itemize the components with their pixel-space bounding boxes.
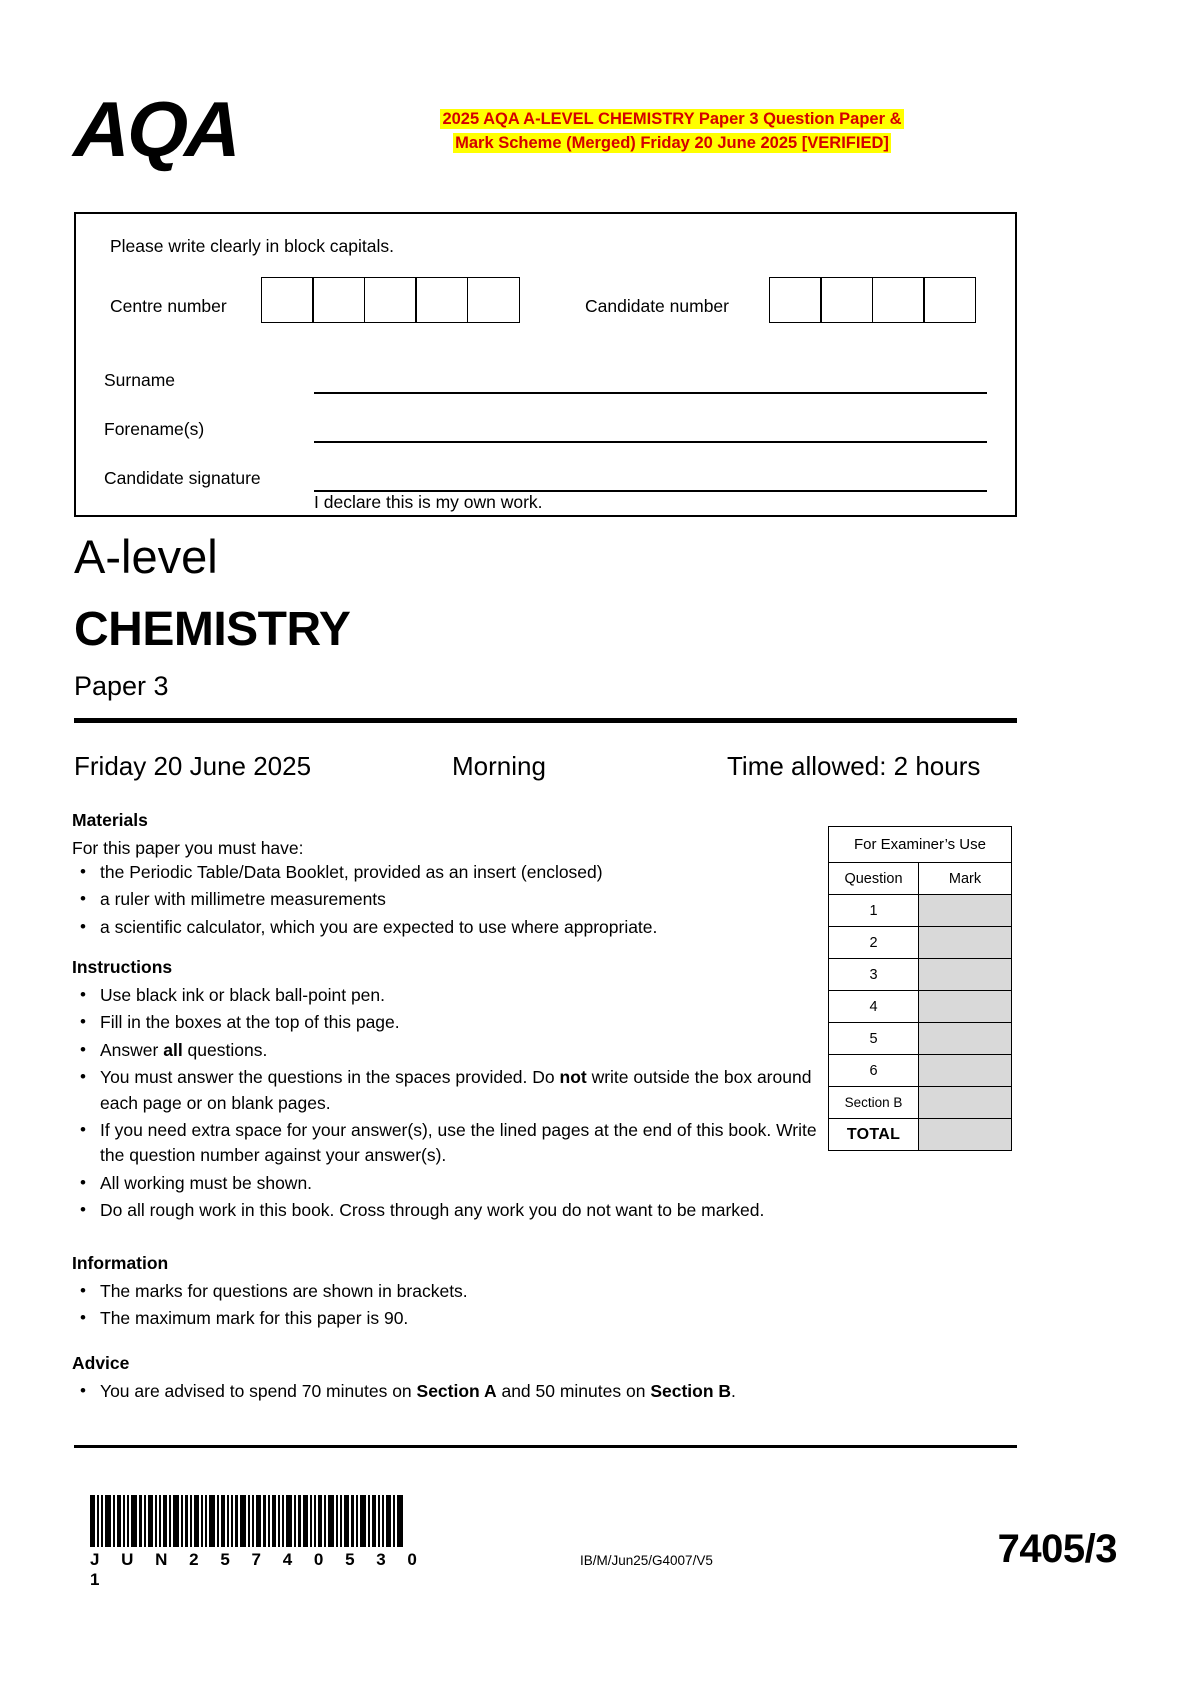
list-item: • Answer all questions. — [100, 1038, 830, 1063]
paper-code: 7405/3 — [997, 1527, 1117, 1571]
instructions-list — [72, 983, 830, 1225]
examiner-col-question: Question — [829, 863, 919, 895]
candidate-number-input[interactable] — [769, 277, 976, 323]
forenames-field[interactable] — [314, 441, 987, 443]
list-item: • The marks for questions are shown in brackets. — [100, 1279, 830, 1304]
list-item: • The maximum mark for this paper is 90. — [100, 1306, 830, 1331]
list-item: • If you need extra space for your answer(s), use the lined pages at the end of this book. Write the question number against your answer(s). — [100, 1118, 830, 1169]
examiner-mark-cell[interactable] — [919, 1087, 1012, 1119]
materials-list — [72, 860, 830, 942]
examiner-row-label: 1 — [829, 895, 919, 927]
examiner-row-label: 2 — [829, 927, 919, 959]
instructions-heading: Instructions — [72, 957, 173, 977]
advice-heading: Advice — [72, 1353, 130, 1373]
centre-number-input[interactable] — [261, 277, 520, 323]
information-list — [72, 1279, 830, 1334]
materials-heading: Materials — [72, 810, 148, 830]
candidate-number-cell[interactable] — [769, 277, 822, 323]
examiner-row-label: 3 — [829, 959, 919, 991]
exam-date: Friday 20 June 2025 — [74, 751, 312, 781]
footer-divider — [74, 1445, 1017, 1448]
examiner-mark-cell[interactable] — [919, 1023, 1012, 1055]
candidate-number-cell[interactable] — [820, 277, 873, 323]
list-item: • All working must be shown. — [100, 1171, 830, 1196]
centre-number-cell[interactable] — [467, 277, 520, 323]
candidate-signature-label: Candidate signature — [104, 468, 261, 488]
materials-intro: For this paper you must have: — [72, 838, 304, 858]
barcode — [90, 1495, 440, 1547]
qualification-level: A-level — [74, 530, 218, 583]
centre-number-cell[interactable] — [312, 277, 365, 323]
examiner-row-label: 6 — [829, 1055, 919, 1087]
banner-line-1: 2025 AQA A-LEVEL CHEMISTRY Paper 3 Question Paper & — [442, 110, 902, 128]
list-item: • a scientific calculator, which you are expected to use where appropriate. — [100, 915, 830, 940]
subject-title: CHEMISTRY — [74, 603, 351, 656]
candidate-number-label: Candidate number — [585, 296, 729, 316]
examiner-mark-cell[interactable] — [919, 991, 1012, 1023]
list-item: • the Periodic Table/Data Booklet, provided as an insert (enclosed) — [100, 860, 830, 885]
centre-number-cell[interactable] — [261, 277, 314, 323]
examiner-total-label: TOTAL — [829, 1119, 919, 1151]
forenames-label: Forename(s) — [104, 419, 205, 439]
examiner-mark-cell[interactable] — [919, 927, 1012, 959]
exam-session: Morning — [452, 751, 546, 781]
exam-time-allowed: Time allowed: 2 hours — [727, 751, 981, 781]
declaration-text: I declare this is my own work. — [314, 492, 543, 512]
examiner-total-mark-cell[interactable] — [919, 1119, 1012, 1151]
centre-number-label: Centre number — [110, 296, 227, 316]
examiner-mark-cell[interactable] — [919, 895, 1012, 927]
paper-number: Paper 3 — [74, 671, 169, 701]
block-capitals-instruction: Please write clearly in block capitals. — [110, 236, 395, 256]
examiner-mark-cell[interactable] — [919, 959, 1012, 991]
information-heading: Information — [72, 1253, 169, 1273]
examiner-mark-cell[interactable] — [919, 1055, 1012, 1087]
title-divider — [74, 718, 1017, 723]
surname-label: Surname — [104, 370, 176, 390]
document-reference-code: IB/M/Jun25/G4007/V5 — [580, 1553, 713, 1568]
examiner-table-title: For Examiner’s Use — [829, 827, 1012, 863]
surname-field[interactable] — [314, 392, 987, 394]
banner-line-2: Mark Scheme (Merged) Friday 20 June 2025 [VERIFIED] — [455, 133, 889, 152]
list-item: • Fill in the boxes at the top of this page. — [100, 1010, 830, 1035]
advice-list — [72, 1379, 930, 1406]
centre-number-cell[interactable] — [415, 277, 468, 323]
list-item: • You are advised to spend 70 minutes on Section A and 50 minutes on Section B. — [100, 1379, 930, 1404]
list-item: • Use black ink or black ball-point pen. — [100, 983, 830, 1008]
list-item: • a ruler with millimetre measurements — [100, 887, 830, 912]
list-item: • Do all rough work in this book. Cross through any work you do not want to be marked. — [100, 1198, 830, 1223]
candidate-number-cell[interactable] — [923, 277, 976, 323]
examiner-row-label-section-b: Section B — [829, 1087, 919, 1119]
merged-paper-banner — [352, 108, 992, 156]
examiner-row-label: 4 — [829, 991, 919, 1023]
examiner-col-mark: Mark — [919, 863, 1012, 895]
examiner-use-table — [828, 826, 1012, 1151]
aqa-logo: AQA — [72, 85, 240, 173]
barcode-digits: J U N 2 5 7 4 0 5 3 0 1 — [90, 1550, 426, 1589]
examiner-row-label: 5 — [829, 1023, 919, 1055]
list-item: • You must answer the questions in the spaces provided. Do not write outside the box around each page or on blank pages. — [100, 1065, 830, 1116]
centre-number-cell[interactable] — [364, 277, 417, 323]
candidate-number-cell[interactable] — [872, 277, 925, 323]
